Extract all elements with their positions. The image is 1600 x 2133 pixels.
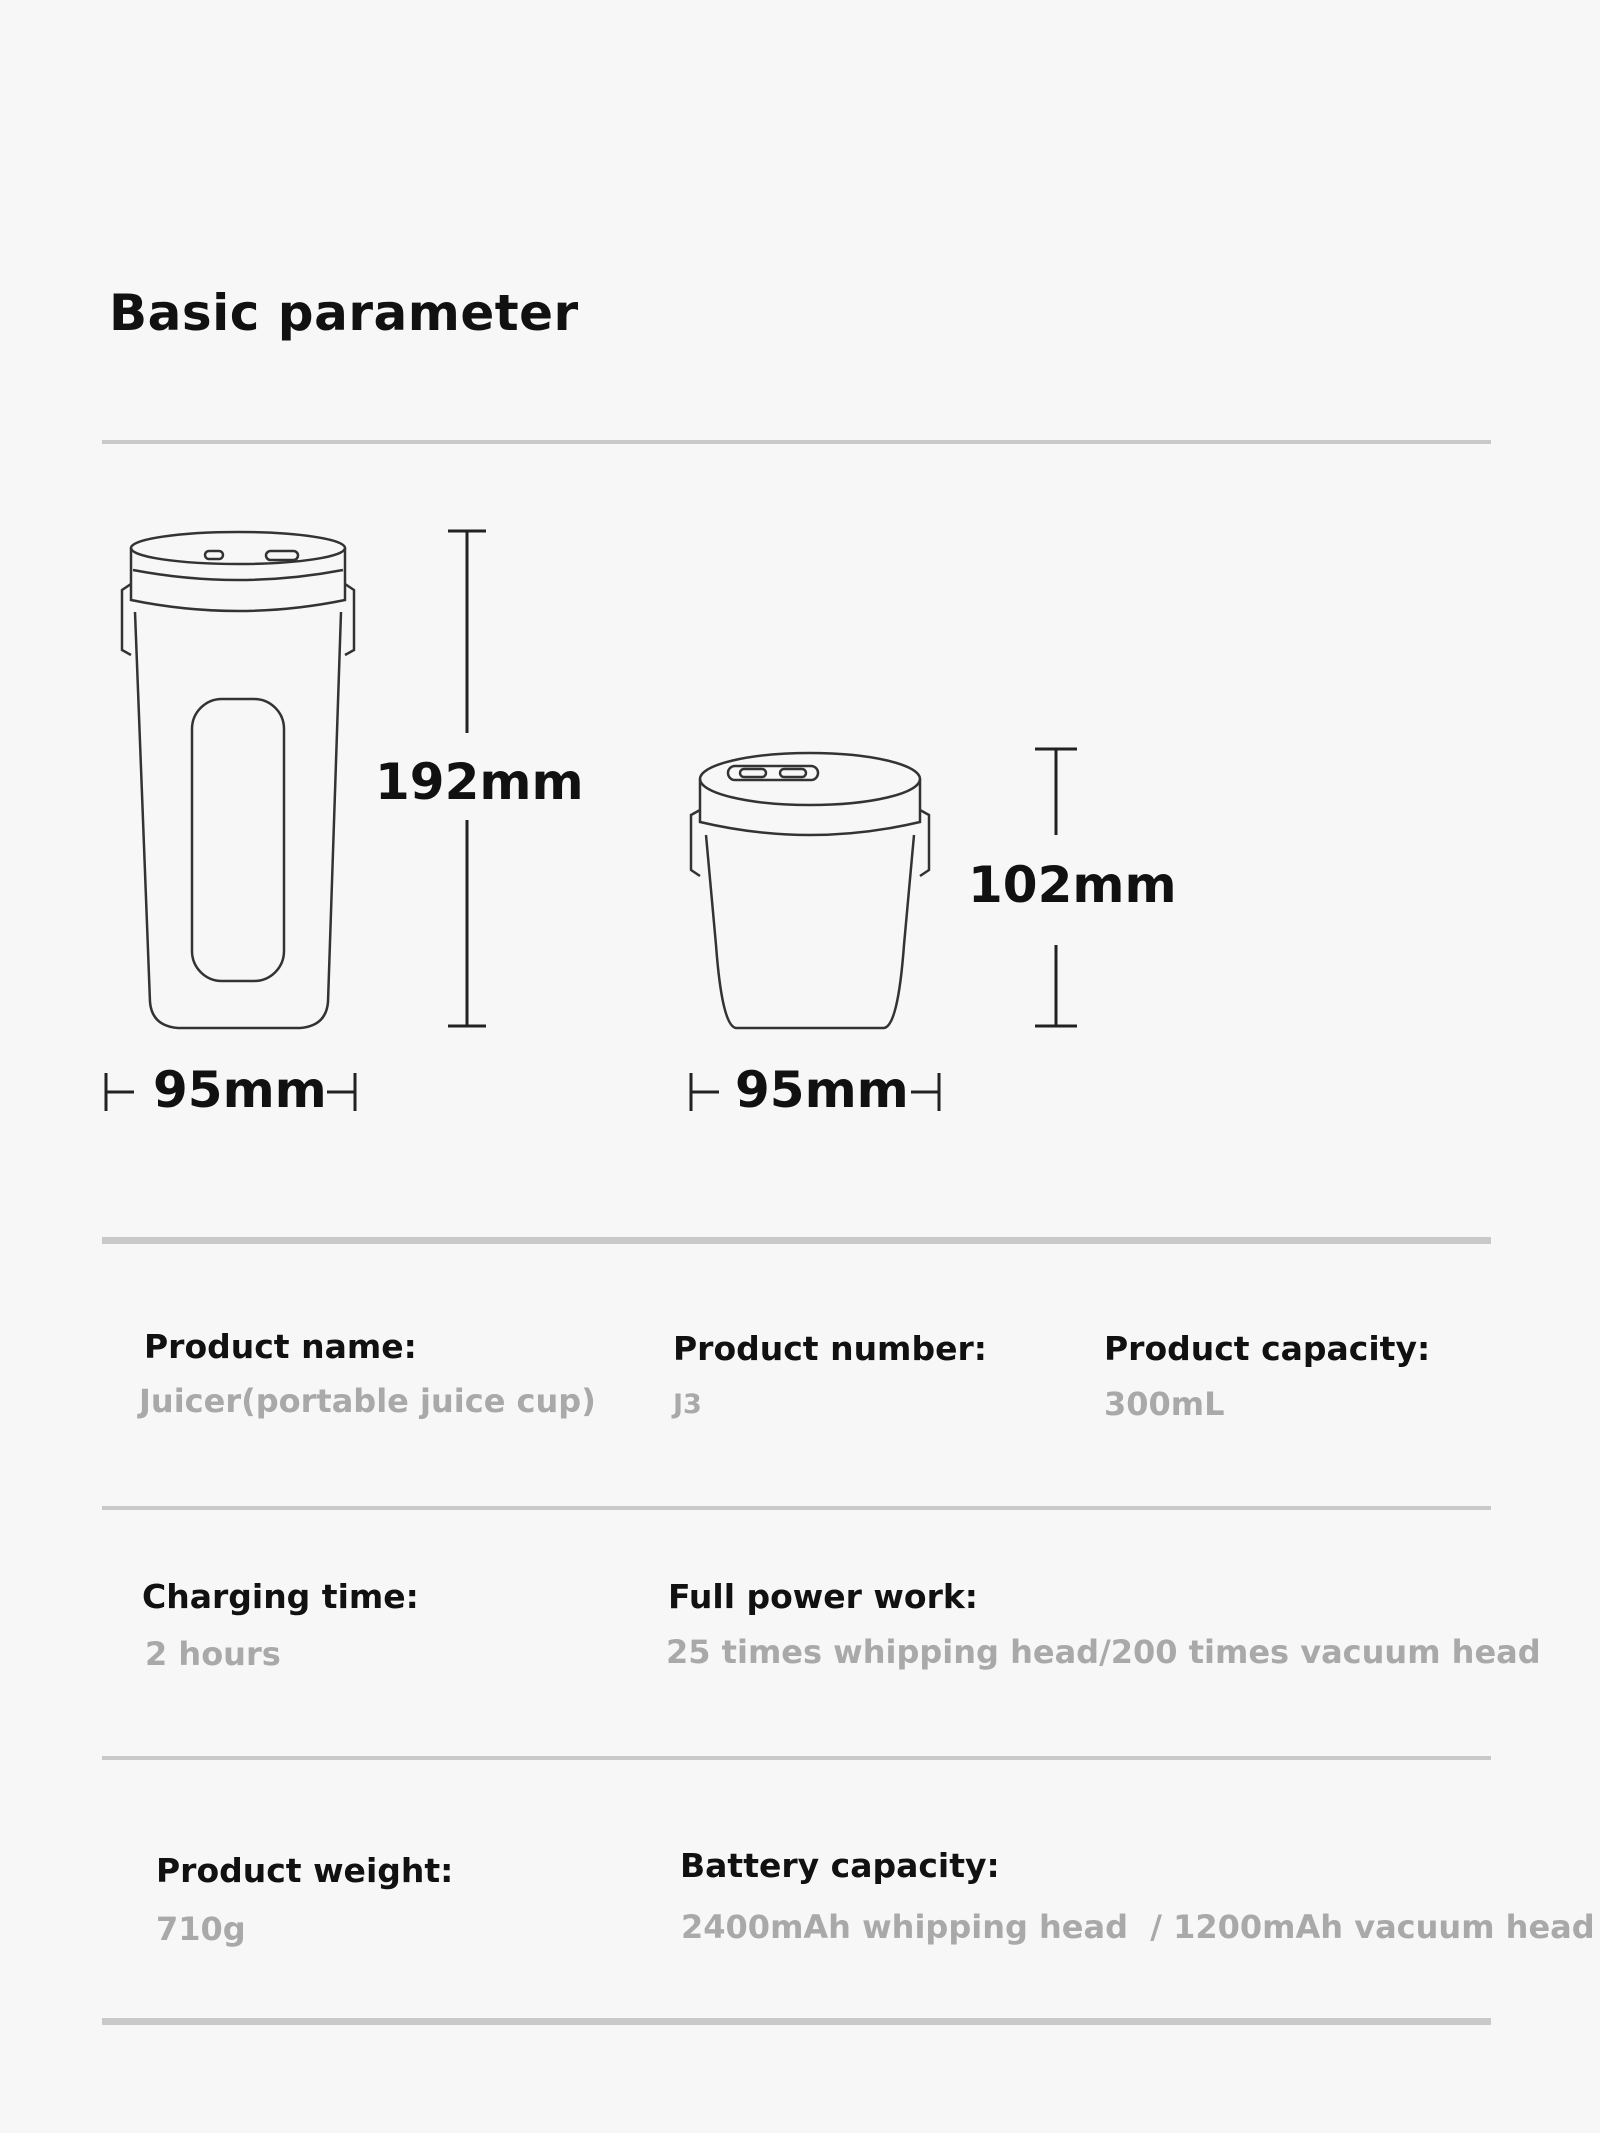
charging-time-value: 2 hours (145, 1635, 281, 1673)
battery-capacity-value: 2400mAh whipping head / 1200mAh vacuum head (681, 1908, 1595, 1946)
page-title: Basic parameter (109, 284, 579, 342)
divider-bottom (102, 2018, 1491, 2025)
divider-row1 (102, 1506, 1491, 1510)
battery-capacity-label: Battery capacity: (680, 1846, 1000, 1885)
product-capacity-value: 300mL (1104, 1385, 1225, 1423)
divider-top (102, 440, 1491, 444)
product-capacity-label: Product capacity: (1104, 1329, 1431, 1368)
full-power-work-label: Full power work: (668, 1577, 979, 1616)
product-name-value: Juicer(portable juice cup) (139, 1382, 596, 1420)
short-width-label: 95mm (735, 1061, 909, 1119)
short-height-label: 102mm (968, 856, 1177, 914)
full-power-work-value: 25 times whipping head/200 times vacuum head (666, 1633, 1541, 1671)
divider-row2 (102, 1756, 1491, 1760)
tall-height-label: 192mm (375, 753, 584, 811)
tall-width-label: 95mm (153, 1061, 327, 1119)
product-name-label: Product name: (144, 1327, 417, 1366)
product-weight-label: Product weight: (156, 1851, 454, 1890)
charging-time-label: Charging time: (142, 1577, 419, 1616)
product-number-label: Product number: (673, 1329, 987, 1368)
product-weight-value: 710g (156, 1910, 246, 1948)
product-number-value: J3 (673, 1389, 702, 1420)
divider-specs-top (102, 1237, 1491, 1244)
